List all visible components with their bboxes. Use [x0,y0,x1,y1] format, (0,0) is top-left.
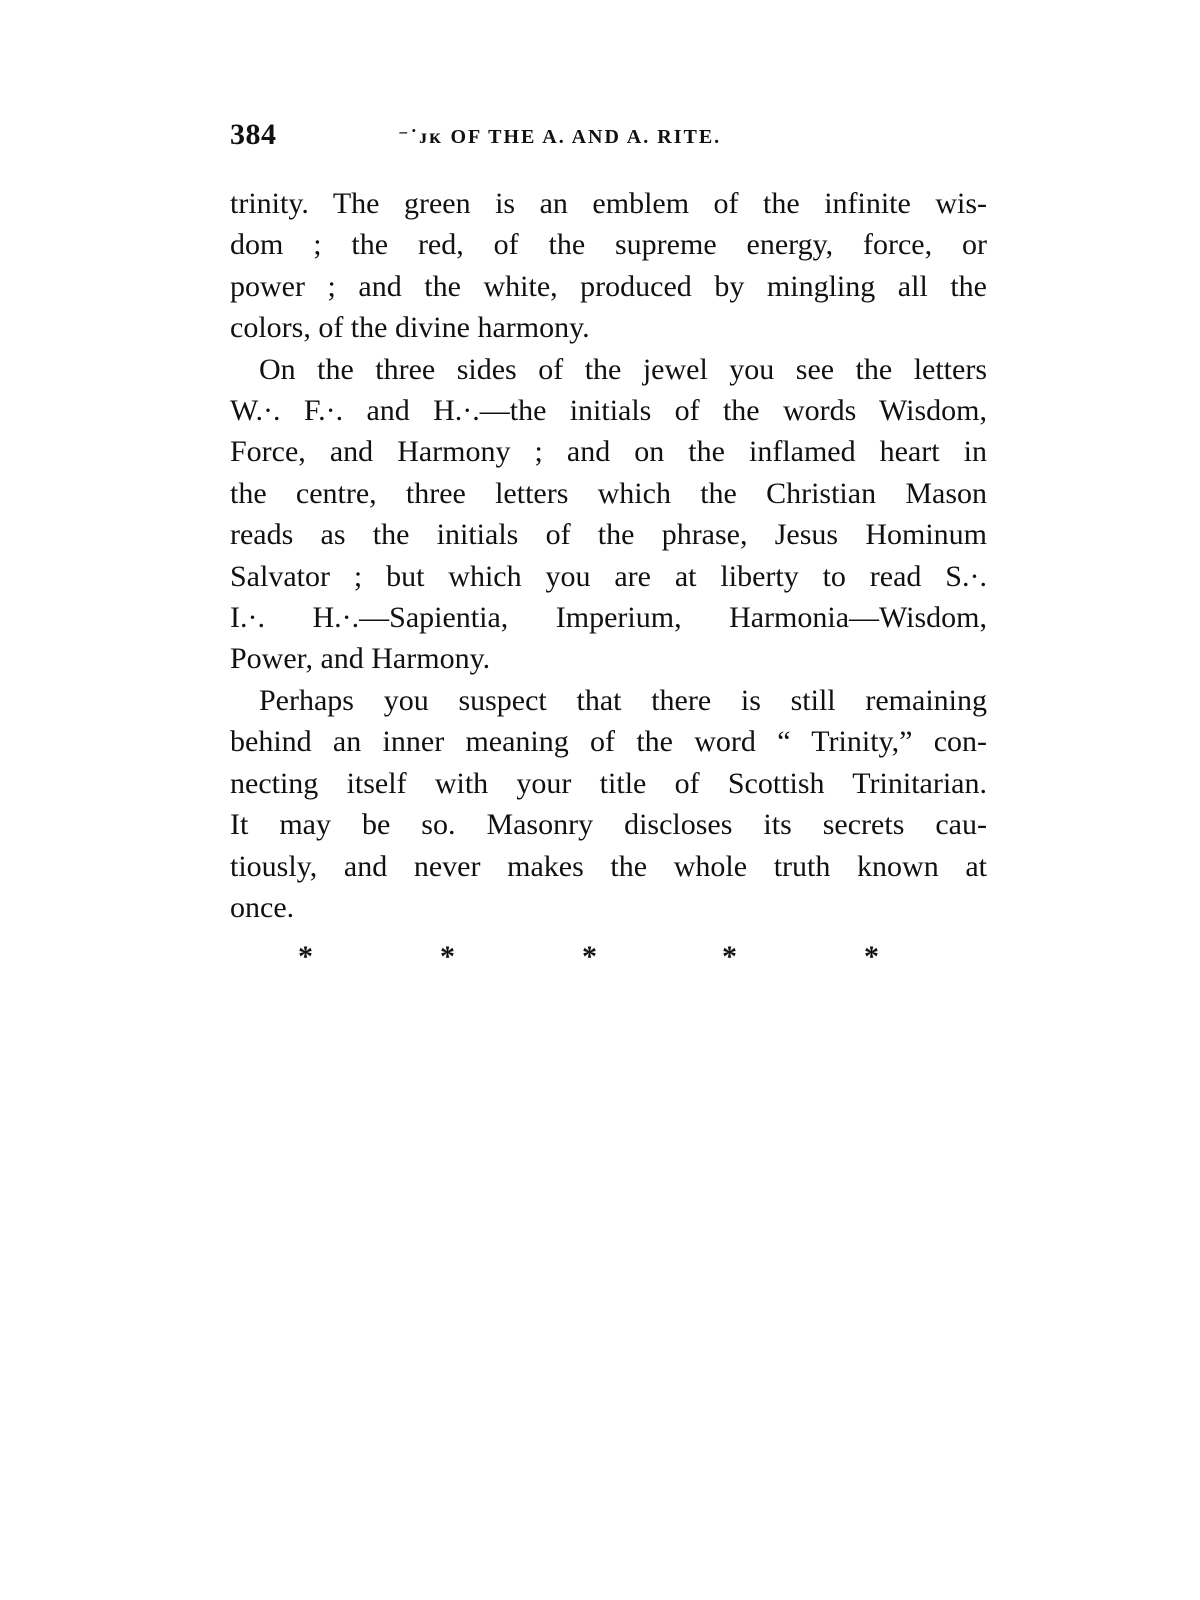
separator-asterisk: * [722,940,737,973]
text-line: power ; and the white, produced by mingling all the [230,269,987,303]
running-head [230,118,990,158]
text-line: I.·. H.·.—Sapientia, Imperium, Harmonia—Wisdom, [230,601,987,635]
body-text [230,183,987,928]
text-line: behind an inner meaning of the word “ Trinity,” con- [230,725,987,759]
text-line: W.·. F.·. and H.·.—the initials of the words Wisdom, [230,394,987,428]
text-line: the centre, three letters which the Christian Mason [230,476,987,510]
text-line: Perhaps you suspect that there is still remaining [259,683,987,717]
text-line: reads as the initials of the phrase, Jesus Hominum [230,518,987,552]
separator-asterisk: * [582,940,597,973]
text-line: colors, of the divine harmony. [230,311,590,345]
paragraph [230,349,987,680]
text-line: tiously, and never makes the whole truth known at [230,849,987,883]
paragraph [230,183,987,349]
running-title: ⁻˙ᴊᴋ OF THE A. AND A. RITE. [398,126,722,148]
separator-asterisk: * [298,940,313,973]
text-line: On the three sides of the jewel you see the letters [259,352,987,386]
text-line: Salvator ; but which you are at liberty to read S.·. [230,559,987,593]
paragraph [230,680,987,928]
text-line: necting itself with your title of Scottish Trinitarian. [230,766,987,800]
text-line: once. [230,890,295,924]
section-separator [298,940,898,980]
text-line: Force, and Harmony ; and on the inflamed heart in [230,435,987,469]
separator-asterisk: * [440,940,455,973]
separator-asterisk: * [864,940,879,973]
text-line: Power, and Harmony. [230,642,491,676]
text-line: trinity. The green is an emblem of the infinite wis- [230,187,987,220]
text-line: It may be so. Masonry discloses its secrets cau- [230,808,987,842]
text-line: dom ; the red, of the supreme energy, force, or [230,228,987,262]
page-number: 384 [230,118,277,151]
